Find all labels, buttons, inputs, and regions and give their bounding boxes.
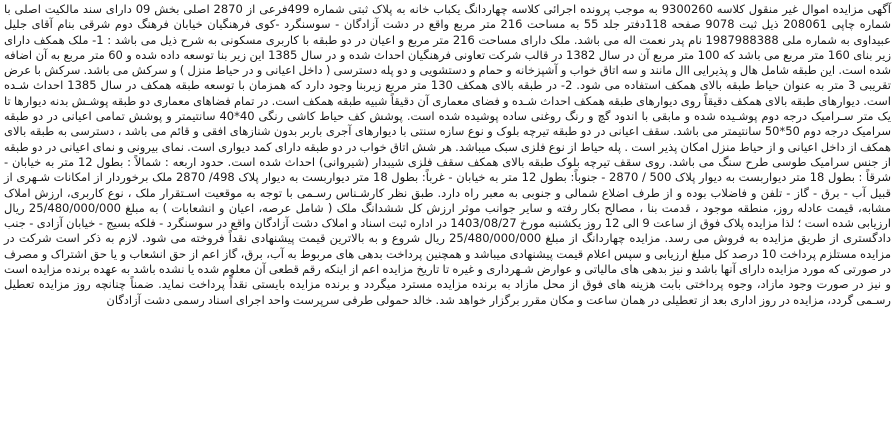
auction-notice-text: آگهی مزایده اموال غیر منقول کلاسه 9300260 به موجب پرونده اجرائی کلاسه چهاردانگ یکباب خانه به پلاک ثبتی شماره 499فرعی از 2870 اصلی بخش 09 دارای سند مالکیت اصلی با شماره چاپی 208061 ذیل ثبت 9078 صفحه 118دفتر جلد 55 به مساحت 216 متر مربع واقع در دشت آزادگان - سوسنگرد -کوی فرهنگیان خیابان فرهنگ دوم شرقی بنام آقای جلیل عبیداوی به شماره ملی 1987988388 نام پدر نعمت اله می باشد. ملک دارای مساحت 216 متر مربع و اعیان در دو طبقه با کاربری مسکونی به شرح ذیل می باشد : 1- ملک همکف دارای زیر بنای 160 متر مربع می باشد که 100 متر مربع آن در سال 1382 در قالب شرکت تعاونی فرهنگیان احداث شده و در سال 1385 این زیر بنا توسعه داده شده و 60 متر مربع به آن اضافه شده است. این طبقه شامل هال و پذیرایی اال مانند و سه اتاق خواب و آشپزخانه و حمام و دستشویی و دو پله دسترسی ( داخل اعیانی و در حیاط منزل ) و سرکش می باشد. سرکش با عرض تقریبی 3 متر به عنوان حیاط طبقه بالای همکف استفاده می شود. 2- در طبقه بالای همکف 130 متر مربع زیربنا وجود دارد که همزمان با توسعه طبقه همکف در سال 1385 احداث شـده است. دیوارهای طبقه بالای همکف دقیقاً روی دیوارهای طبقه همکف احداث شـده و فضای معماری آن دقیقاً شبیه طبقه همکف است. در تمام فضاهای معماری دو طبقه پوشـش بدنه دیوارها تا یک متر سـرامیک درجه دوم پوشـیده شده و مابقی با اندود گچ و رنگ روغنی ساده پوشیده شده است. پوشش کف حیاط کاشی رنگی 40*40 سانتیمتر و پوشش تمامی اعیانی در دو طبقه سرامیک درجه دوم 50*50 سانتیمتر می باشد. سقف اعیانی در دو طبقه تیرچه بلوک و نوع سازه سنتی با دیوارهای آجری باربر بدون شنازهای افقی و قائم می باشد ، دسترسی به طبقه بالای همکف از داخل اعیانی و از حیاط منزل امکان پذیر است . پله حیاط از نوع فلزی سبک میباشد. هر شش اتاق خواب در دو طبقه دارای کمد دیواری است. نمای بیرونی و نمای اعیانی در دو طبقه از جنس سرامیک طوسی طرح سنگ می باشد. روی سقف تیرچه بلوک طبقه بالای همکف سقف فلزی شیبدار (شیروانی) احداث شده است. حدود اربعه : شمالاً : بطول 12 متر به خیابان - شرقاً : بطول 18 متر دیواربست به دیوار پلاک 500 / 2870 - جنوباً: بطول 12 متر به خیابان - غرباً: بطول 18 متر دیواربست به دیوار پلاک 498/ 2870 ملک برخوردار از امکانات شـهری از قبیل آب - برق - گاز - تلفن و فاضلاب بوده و از طرف اضلاع شمالی و جنوبی به معبر راه دارد. طبق نظر کارشـناس رسـمی با توجه به موقعیت اسـتقرار ملک ، نوع کاربری، ارزش املاک مشابه، قیمت عادله روز، منطقه موجود ، قدمت بنا ، مصالح بکار رفته و سایر جوانب موثر ارزش کل ششدانگ ملک ( شامل عرصه، اعیان و انشعابات ) به مبلغ 25/480/000/000 ریال ارزیابی شده است ؛ لذا مزایده پلاک فوق از ساعت 9 الی 12 روز یکشنبه مورخ 1403/08/27 در اداره ثبت اسناد و املاک دشت آزادگان واقع در سوسنگرد - فلکه بسیج - خیابان آزادی - جنب دادگستری از طریق مزایده به فروش می رسد. مزایده چهاردانگ از مبلغ 25/480/000/000 ریال شروع و به بالاترین قیمت پیشنهادی نقداً فروخته می شود. لازم به ذکر است شرکت در مزایده مستلزم پرداخت 10 درصد کل مبلغ ارزیابی و سپس اعلام قیمت پیشنهادی میباشد و همچنین پرداخت بدهی های مربوط به آب، برق، گاز اعم از حق انشعاب و یا حق اشتراک و مصرف در صورتی که مورد مزایده دارای آنها باشد و نیز بدهی های مالیاتی و عوارض شـهرداری و غیره تا تاریخ مزایده اعم از اینکه رقم قطعی آن معلوم شده یا نشده باشد به عهده برنده مزایده است و نیز در صورت وجود مازاد، وجوه پرداختی بابت هزینه های فوق از محل مازاد به برنده مزایده مسترد میگردد و برنده مزایده بایستی نقداً پرداخت نماید. ضمناً چنانچه روز مزایده تعطیل رسـمی گردد، مزایده در روز اداری بعد از تعطیلی در همان ساعت و مکان مقرر برگزار خواهد شد. خالد حمولی طرفی سرپرست واحد اجرای اسناد رسمی دشت آزادگان [4, 2, 892, 307]
